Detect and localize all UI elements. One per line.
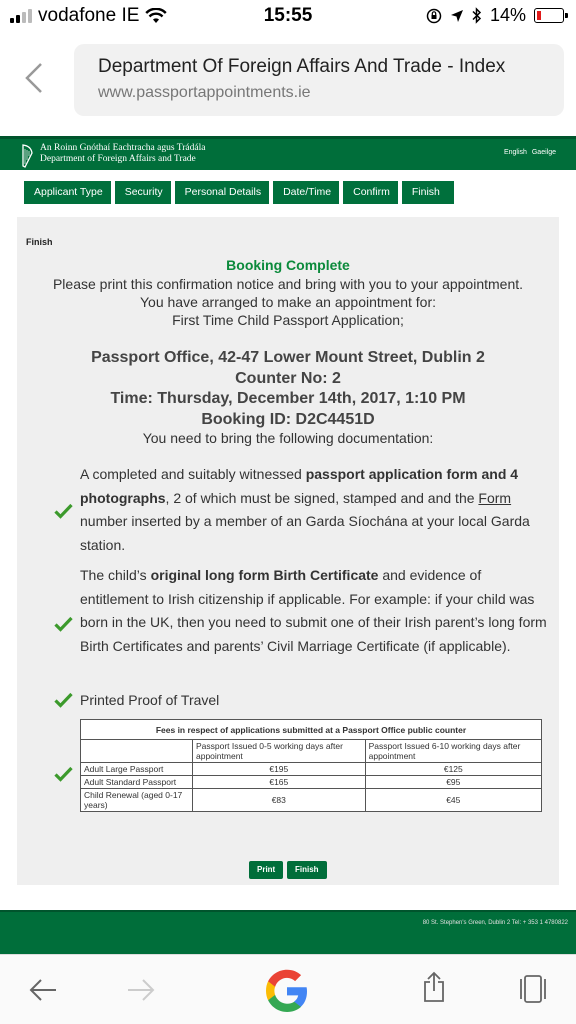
clock: 15:55 [263, 5, 313, 26]
forward-arrow-icon[interactable] [126, 977, 156, 1003]
google-icon[interactable] [263, 967, 311, 1015]
step-label: Confirm [353, 186, 390, 198]
fee-label: Child Renewal (aged 0-17 years) [81, 789, 193, 812]
fee-value: €195 [193, 763, 366, 776]
department-name-irish: An Roinn Gnóthaí Eachtracha agus Trádála [40, 143, 206, 153]
fee-label: Adult Large Passport [81, 763, 193, 776]
confirmation-panel [17, 217, 559, 885]
step-label: Finish [411, 186, 440, 198]
intro-line-2: You have arranged to make an appointment for: [139, 294, 437, 310]
step-personal-details [175, 181, 269, 204]
section-label: Finish [26, 237, 53, 247]
step-applicant-type [24, 181, 111, 204]
office-address: Passport Office, 42-47 Lower Mount Street, Dublin 2 [91, 349, 485, 366]
footer-address: 80 St. Stephen's Green, Dublin 2 Tel: + 353 1 4780822 [422, 920, 568, 926]
step-label: Security [124, 186, 163, 198]
booking-complete-heading: Booking Complete [226, 257, 350, 273]
fee-value: €83 [193, 789, 366, 812]
finish-button[interactable]: Finish [287, 861, 327, 879]
browser-toolbar [0, 954, 576, 1024]
fees-table-title: Fees in respect of applications submitted at a Passport Office public counter [81, 720, 542, 740]
check-icon [54, 616, 73, 632]
battery-percent: 14% [489, 5, 526, 25]
progress-steps [24, 181, 458, 204]
address-bar[interactable] [74, 44, 564, 116]
bluetooth-icon [472, 7, 482, 24]
step-label: Applicant Type [34, 186, 103, 198]
page-title: Department Of Foreign Affairs And Trade - Index [98, 56, 506, 77]
page-url: www.passportappointments.ie [98, 84, 311, 101]
site-footer [0, 910, 576, 954]
form-link[interactable]: Form [478, 489, 512, 506]
intro-text [17, 275, 559, 329]
status-bar [0, 0, 576, 34]
appointment-time: Time: Thursday, December 14th, 2017, 1:10 PM [110, 390, 466, 407]
fee-value: €125 [365, 763, 541, 776]
harp-logo-icon [20, 143, 34, 169]
documentation-intro: You need to bring the following documentation: [142, 430, 434, 446]
step-finish [402, 181, 454, 204]
rotation-lock-icon [426, 8, 442, 24]
location-icon [450, 9, 464, 23]
fee-value: €45 [365, 789, 541, 812]
intro-line-1: Please print this confirmation notice and bring with you to your appointment. [52, 276, 524, 292]
fee-value: €95 [365, 776, 541, 789]
fees-header-col2: Passport Issued 6-10 working days after appointment [365, 740, 541, 763]
browser-back-chevron-icon[interactable] [24, 62, 44, 94]
fees-table-title-row [81, 720, 542, 740]
appointment-details [17, 348, 559, 430]
counter-number: Counter No: 2 [235, 369, 341, 387]
table-row [81, 763, 542, 776]
document-item-proof-of-travel: Printed Proof of Travel [80, 692, 220, 708]
fees-header-col1: Passport Issued 0-5 working days after appointment [193, 740, 366, 763]
table-row [81, 776, 542, 789]
step-label: Personal Details [184, 186, 262, 198]
status-icons [426, 5, 564, 26]
table-row [81, 789, 542, 812]
back-arrow-icon[interactable] [28, 977, 58, 1003]
check-icon [54, 692, 73, 708]
check-icon [54, 503, 73, 519]
fees-table-header-row [81, 740, 542, 763]
language-switcher [501, 149, 556, 156]
fees-table [80, 719, 542, 812]
check-icon [54, 766, 73, 782]
document-item-application-form: A completed and suitably witnessed passport application form and 4 photographs, 2 of which must be signed, stamped and and the Form number inserted by a member of an Garda Síochána at your local Garda station. [80, 466, 530, 553]
step-confirm [343, 181, 398, 204]
fees-header-empty [81, 740, 193, 763]
booking-id: Booking ID: D2C4451D [201, 410, 375, 428]
print-button[interactable]: Print [249, 861, 283, 879]
intro-line-3: First Time Child Passport Application; [172, 312, 404, 328]
share-icon[interactable] [422, 971, 446, 1003]
step-label: Date/Time [283, 186, 332, 198]
carrier-name: vodafone IE [38, 5, 140, 26]
department-name-english: Department of Foreign Affairs and Trade [40, 154, 196, 164]
department-name[interactable] [40, 143, 205, 165]
site-header [0, 136, 576, 170]
battery-icon [534, 8, 564, 23]
document-item-birth-certificate: The child’s original long form Birth Certificate and evidence of entitlement to Irish citizenship if applicable. For example: if your child was born in the UK, then you need to submit one of their Irish parent’s long form Birth Certificates and parents’ Civil Marriage Certificate (if applicable). [80, 567, 547, 654]
lang-irish-link[interactable]: Gaeilge [531, 149, 556, 156]
fee-value: €165 [193, 776, 366, 789]
fee-label: Adult Standard Passport [81, 776, 193, 789]
lang-english-link[interactable]: English [503, 149, 527, 156]
step-security [115, 181, 171, 204]
step-date-time [273, 181, 339, 204]
tabs-icon[interactable] [516, 973, 550, 1005]
